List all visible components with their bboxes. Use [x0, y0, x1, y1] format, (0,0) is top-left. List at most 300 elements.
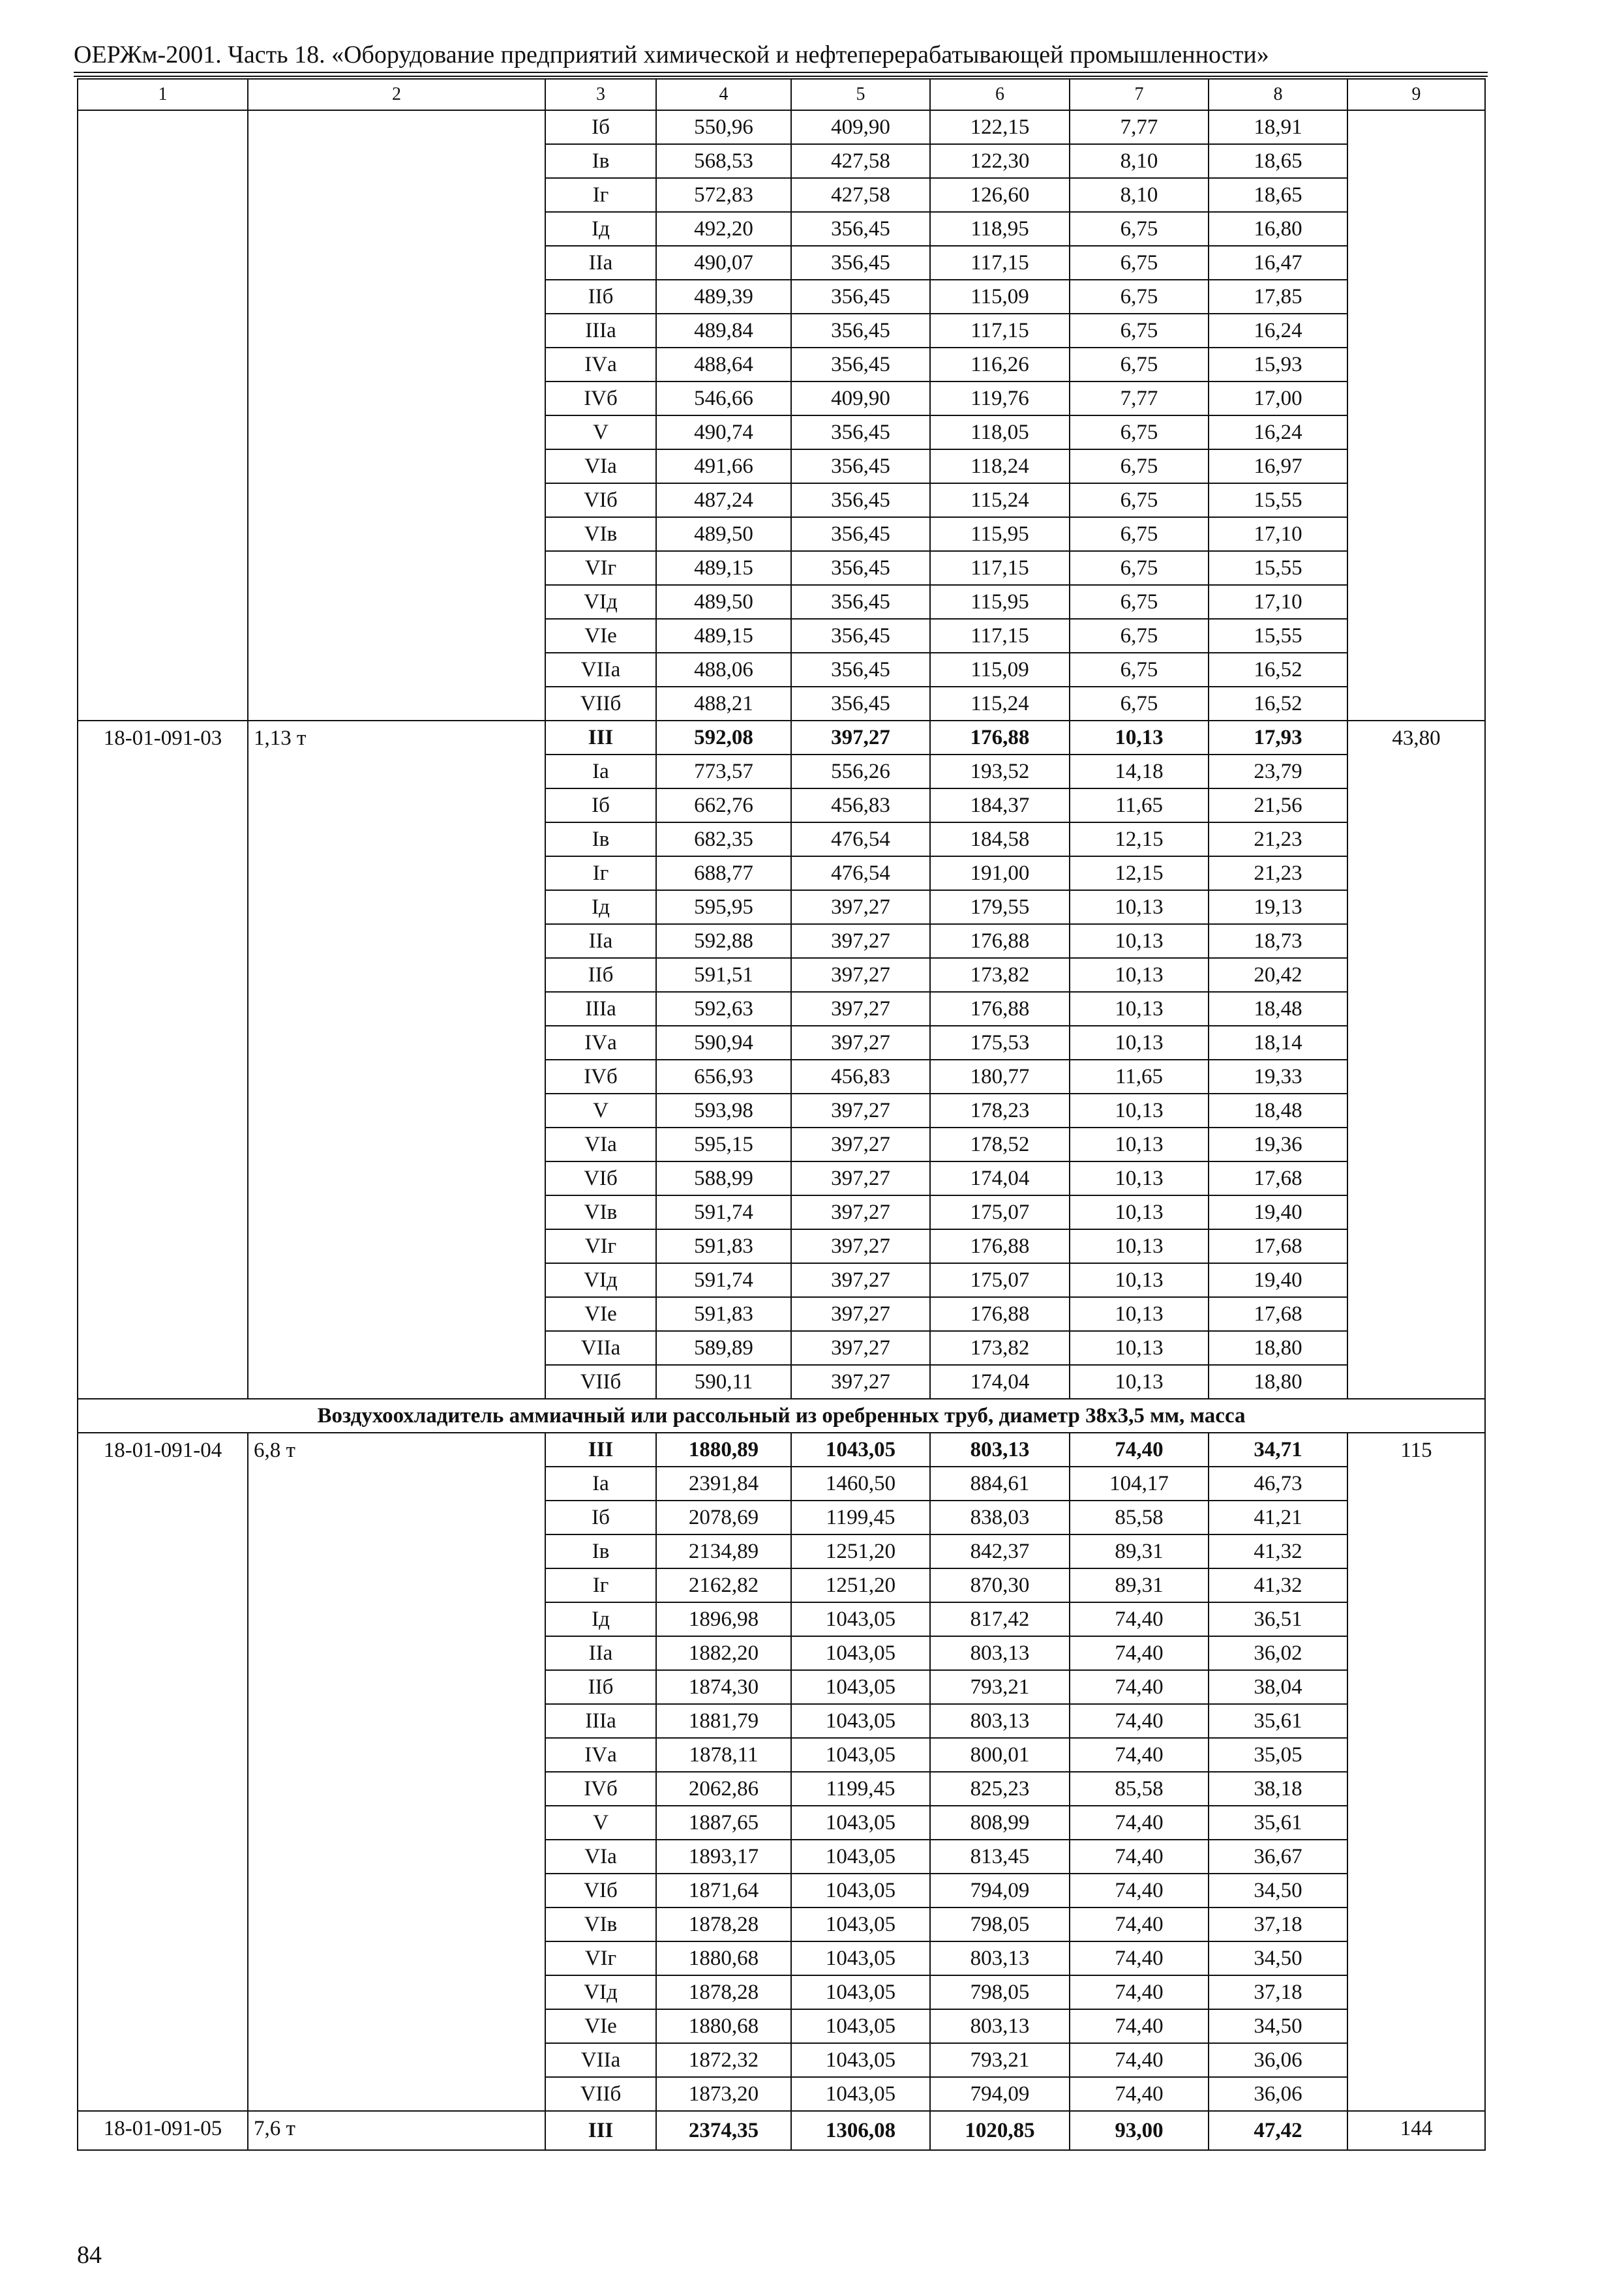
- zone-cell: Iд: [545, 1602, 656, 1636]
- value-cell: 18,73: [1209, 924, 1347, 958]
- value-cell: 36,06: [1209, 2043, 1347, 2077]
- value-cell: 6,75: [1070, 585, 1209, 619]
- value-cell: 556,26: [791, 755, 930, 788]
- section-heading: Воздухоохладитель аммиачный или рассольный из оребренных труб, диаметр 38х3,5 мм, масса: [78, 1399, 1485, 1433]
- value-cell: 6,75: [1070, 517, 1209, 551]
- value-cell: 38,18: [1209, 1772, 1347, 1806]
- value-cell: 16,24: [1209, 415, 1347, 449]
- value-cell: 12,15: [1070, 822, 1209, 856]
- column-number-cell: 4: [656, 79, 791, 110]
- zone-cell: IVа: [545, 1738, 656, 1772]
- value-cell: 74,40: [1070, 1704, 1209, 1738]
- zone-cell: VIб: [545, 1161, 656, 1195]
- value-cell: 85,58: [1070, 1501, 1209, 1534]
- zone-cell: VIг: [545, 1229, 656, 1263]
- value-cell: 1043,05: [791, 1908, 930, 1941]
- value-cell: 488,21: [656, 687, 791, 721]
- value-cell: 46,73: [1209, 1467, 1347, 1501]
- zone-cell: Iа: [545, 1467, 656, 1501]
- price-table: [77, 78, 1486, 2151]
- zone-cell: Iд: [545, 212, 656, 246]
- value-cell: 118,95: [930, 212, 1070, 246]
- value-cell: 115,95: [930, 517, 1070, 551]
- zone-cell: IVа: [545, 1026, 656, 1060]
- zone-cell: VIе: [545, 2009, 656, 2043]
- value-cell: 34,50: [1209, 2009, 1347, 2043]
- value-cell: 34,71: [1209, 1433, 1347, 1467]
- zone-cell: Iг: [545, 1568, 656, 1602]
- rate-code-cell: 18-01-091-03: [78, 721, 248, 1399]
- zone-cell: IIIа: [545, 1704, 656, 1738]
- value-cell: 356,45: [791, 246, 930, 280]
- value-cell: 115,24: [930, 687, 1070, 721]
- zone-cell: V: [545, 415, 656, 449]
- zone-cell: IIIа: [545, 992, 656, 1026]
- value-cell: 89,31: [1070, 1534, 1209, 1568]
- table-row: [78, 110, 1485, 144]
- value-cell: 1872,32: [656, 2043, 791, 2077]
- value-cell: 884,61: [930, 1467, 1070, 1501]
- total-cell: 144: [1347, 2111, 1485, 2150]
- column-number-row: [78, 79, 1485, 110]
- total-cell: 43,80: [1347, 721, 1485, 1399]
- zone-cell: Iб: [545, 110, 656, 144]
- value-cell: 1020,85: [930, 2111, 1070, 2150]
- value-cell: 126,60: [930, 178, 1070, 212]
- value-cell: 773,57: [656, 755, 791, 788]
- value-cell: 6,75: [1070, 483, 1209, 517]
- value-cell: 6,75: [1070, 687, 1209, 721]
- value-cell: 18,91: [1209, 110, 1347, 144]
- value-cell: 47,42: [1209, 2111, 1347, 2150]
- zone-cell: VIг: [545, 1941, 656, 1975]
- value-cell: 184,58: [930, 822, 1070, 856]
- value-cell: 180,77: [930, 1060, 1070, 1094]
- zone-cell: VIв: [545, 1908, 656, 1941]
- value-cell: 193,52: [930, 755, 1070, 788]
- value-cell: 178,52: [930, 1128, 1070, 1161]
- value-cell: 456,83: [791, 1060, 930, 1094]
- value-cell: 397,27: [791, 1365, 930, 1399]
- rate-code-cell: [78, 110, 248, 721]
- value-cell: 17,93: [1209, 721, 1347, 755]
- value-cell: 1880,68: [656, 1941, 791, 1975]
- value-cell: 492,20: [656, 212, 791, 246]
- value-cell: 397,27: [791, 1229, 930, 1263]
- value-cell: 10,13: [1070, 992, 1209, 1026]
- value-cell: 93,00: [1070, 2111, 1209, 2150]
- zone-cell: III: [545, 721, 656, 755]
- value-cell: 179,55: [930, 890, 1070, 924]
- value-cell: 6,75: [1070, 314, 1209, 348]
- column-number-cell: 9: [1347, 79, 1485, 110]
- zone-cell: VIа: [545, 1840, 656, 1874]
- value-cell: 591,74: [656, 1195, 791, 1229]
- column-number-cell: 6: [930, 79, 1070, 110]
- zone-cell: VIб: [545, 483, 656, 517]
- zone-cell: Iб: [545, 788, 656, 822]
- zone-cell: VIв: [545, 517, 656, 551]
- value-cell: 489,39: [656, 280, 791, 314]
- value-cell: 808,99: [930, 1806, 1070, 1840]
- value-cell: 1043,05: [791, 1636, 930, 1670]
- value-cell: 6,75: [1070, 280, 1209, 314]
- mass-cell: [248, 110, 545, 721]
- rate-code-cell: 18-01-091-04: [78, 1433, 248, 2111]
- value-cell: 10,13: [1070, 1026, 1209, 1060]
- value-cell: 1878,28: [656, 1975, 791, 2009]
- value-cell: 17,85: [1209, 280, 1347, 314]
- value-cell: 34,50: [1209, 1941, 1347, 1975]
- value-cell: 793,21: [930, 1670, 1070, 1704]
- value-cell: 35,61: [1209, 1704, 1347, 1738]
- zone-cell: IIа: [545, 924, 656, 958]
- value-cell: 89,31: [1070, 1568, 1209, 1602]
- value-cell: 15,55: [1209, 551, 1347, 585]
- value-cell: 6,75: [1070, 212, 1209, 246]
- value-cell: 74,40: [1070, 2043, 1209, 2077]
- value-cell: 803,13: [930, 1636, 1070, 1670]
- value-cell: 21,56: [1209, 788, 1347, 822]
- value-cell: 117,15: [930, 551, 1070, 585]
- value-cell: 682,35: [656, 822, 791, 856]
- value-cell: 595,95: [656, 890, 791, 924]
- value-cell: 174,04: [930, 1161, 1070, 1195]
- zone-cell: IVб: [545, 1772, 656, 1806]
- value-cell: 476,54: [791, 822, 930, 856]
- value-cell: 36,67: [1209, 1840, 1347, 1874]
- value-cell: 1880,68: [656, 2009, 791, 2043]
- value-cell: 18,80: [1209, 1331, 1347, 1365]
- value-cell: 6,75: [1070, 449, 1209, 483]
- value-cell: 397,27: [791, 890, 930, 924]
- value-cell: 74,40: [1070, 1636, 1209, 1670]
- value-cell: 1043,05: [791, 1840, 930, 1874]
- value-cell: 1043,05: [791, 1433, 930, 1467]
- value-cell: 397,27: [791, 958, 930, 992]
- value-cell: 397,27: [791, 924, 930, 958]
- zone-cell: Iв: [545, 1534, 656, 1568]
- value-cell: 35,05: [1209, 1738, 1347, 1772]
- value-cell: 74,40: [1070, 1975, 1209, 2009]
- value-cell: 10,13: [1070, 890, 1209, 924]
- value-cell: 838,03: [930, 1501, 1070, 1534]
- value-cell: 1893,17: [656, 1840, 791, 1874]
- value-cell: 688,77: [656, 856, 791, 890]
- value-cell: 1043,05: [791, 1704, 930, 1738]
- value-cell: 813,45: [930, 1840, 1070, 1874]
- mass-cell: 6,8 т: [248, 1433, 545, 2111]
- value-cell: 10,13: [1070, 924, 1209, 958]
- value-cell: 10,13: [1070, 1094, 1209, 1128]
- value-cell: 589,89: [656, 1331, 791, 1365]
- value-cell: 1878,28: [656, 1908, 791, 1941]
- value-cell: 21,23: [1209, 856, 1347, 890]
- value-cell: 2134,89: [656, 1534, 791, 1568]
- zone-cell: VIд: [545, 1975, 656, 2009]
- value-cell: 1896,98: [656, 1602, 791, 1636]
- value-cell: 23,79: [1209, 755, 1347, 788]
- value-cell: 191,00: [930, 856, 1070, 890]
- value-cell: 74,40: [1070, 1874, 1209, 1908]
- value-cell: 817,42: [930, 1602, 1070, 1636]
- value-cell: 19,13: [1209, 890, 1347, 924]
- zone-cell: IIа: [545, 246, 656, 280]
- value-cell: 19,36: [1209, 1128, 1347, 1161]
- value-cell: 10,13: [1070, 958, 1209, 992]
- value-cell: 488,64: [656, 348, 791, 382]
- header-double-rule: [74, 72, 1488, 77]
- value-cell: 356,45: [791, 314, 930, 348]
- value-cell: 118,24: [930, 449, 1070, 483]
- value-cell: 18,65: [1209, 144, 1347, 178]
- zone-cell: VIIа: [545, 1331, 656, 1365]
- value-cell: 427,58: [791, 144, 930, 178]
- zone-cell: Iд: [545, 890, 656, 924]
- value-cell: 119,76: [930, 382, 1070, 415]
- value-cell: 14,18: [1070, 755, 1209, 788]
- value-cell: 178,23: [930, 1094, 1070, 1128]
- zone-cell: V: [545, 1094, 656, 1128]
- column-number-cell: 8: [1209, 79, 1347, 110]
- value-cell: 21,23: [1209, 822, 1347, 856]
- zone-cell: Iб: [545, 1501, 656, 1534]
- value-cell: 798,05: [930, 1908, 1070, 1941]
- value-cell: 588,99: [656, 1161, 791, 1195]
- rate-code-cell: 18-01-091-05: [78, 2111, 248, 2150]
- zone-cell: IVа: [545, 348, 656, 382]
- value-cell: 41,32: [1209, 1534, 1347, 1568]
- column-number-cell: 3: [545, 79, 656, 110]
- value-cell: 41,32: [1209, 1568, 1347, 1602]
- value-cell: 800,01: [930, 1738, 1070, 1772]
- value-cell: 17,68: [1209, 1297, 1347, 1331]
- zone-cell: VIIа: [545, 653, 656, 687]
- value-cell: 34,50: [1209, 1874, 1347, 1908]
- value-cell: 74,40: [1070, 1602, 1209, 1636]
- value-cell: 176,88: [930, 924, 1070, 958]
- zone-cell: VIIб: [545, 1365, 656, 1399]
- value-cell: 74,40: [1070, 1670, 1209, 1704]
- value-cell: 10,13: [1070, 721, 1209, 755]
- column-number-cell: 1: [78, 79, 248, 110]
- value-cell: 37,18: [1209, 1975, 1347, 2009]
- value-cell: 74,40: [1070, 1840, 1209, 1874]
- value-cell: 37,18: [1209, 1908, 1347, 1941]
- value-cell: 15,93: [1209, 348, 1347, 382]
- value-cell: 18,48: [1209, 1094, 1347, 1128]
- value-cell: 356,45: [791, 585, 930, 619]
- value-cell: 175,07: [930, 1195, 1070, 1229]
- value-cell: 176,88: [930, 721, 1070, 755]
- value-cell: 2078,69: [656, 1501, 791, 1534]
- value-cell: 175,07: [930, 1263, 1070, 1297]
- zone-cell: VIа: [545, 1128, 656, 1161]
- value-cell: 11,65: [1070, 1060, 1209, 1094]
- value-cell: 19,40: [1209, 1195, 1347, 1229]
- value-cell: 104,17: [1070, 1467, 1209, 1501]
- value-cell: 590,11: [656, 1365, 791, 1399]
- value-cell: 489,15: [656, 619, 791, 653]
- value-cell: 184,37: [930, 788, 1070, 822]
- value-cell: 476,54: [791, 856, 930, 890]
- value-cell: 550,96: [656, 110, 791, 144]
- value-cell: 662,76: [656, 788, 791, 822]
- value-cell: 2062,86: [656, 1772, 791, 1806]
- zone-cell: III: [545, 1433, 656, 1467]
- value-cell: 1043,05: [791, 1941, 930, 1975]
- value-cell: 794,09: [930, 1874, 1070, 1908]
- zone-cell: III: [545, 2111, 656, 2150]
- table-row: [78, 1433, 1485, 1467]
- zone-cell: IIа: [545, 1636, 656, 1670]
- value-cell: 18,80: [1209, 1365, 1347, 1399]
- value-cell: 17,00: [1209, 382, 1347, 415]
- value-cell: 19,33: [1209, 1060, 1347, 1094]
- zone-cell: VIг: [545, 551, 656, 585]
- table-row: [78, 721, 1485, 755]
- value-cell: 1043,05: [791, 1670, 930, 1704]
- value-cell: 36,06: [1209, 2077, 1347, 2111]
- zone-cell: IIб: [545, 1670, 656, 1704]
- value-cell: 1887,65: [656, 1806, 791, 1840]
- value-cell: 1043,05: [791, 1975, 930, 2009]
- value-cell: 117,15: [930, 246, 1070, 280]
- value-cell: 803,13: [930, 2009, 1070, 2043]
- value-cell: 6,75: [1070, 653, 1209, 687]
- zone-cell: VIд: [545, 1263, 656, 1297]
- value-cell: 793,21: [930, 2043, 1070, 2077]
- value-cell: 1871,64: [656, 1874, 791, 1908]
- value-cell: 16,52: [1209, 653, 1347, 687]
- value-cell: 12,15: [1070, 856, 1209, 890]
- value-cell: 17,10: [1209, 517, 1347, 551]
- value-cell: 6,75: [1070, 246, 1209, 280]
- value-cell: 397,27: [791, 1331, 930, 1365]
- value-cell: 74,40: [1070, 2077, 1209, 2111]
- value-cell: 487,24: [656, 483, 791, 517]
- zone-cell: IIIа: [545, 314, 656, 348]
- value-cell: 176,88: [930, 1229, 1070, 1263]
- value-cell: 10,13: [1070, 1365, 1209, 1399]
- value-cell: 74,40: [1070, 1908, 1209, 1941]
- value-cell: 798,05: [930, 1975, 1070, 2009]
- value-cell: 842,37: [930, 1534, 1070, 1568]
- value-cell: 17,10: [1209, 585, 1347, 619]
- value-cell: 356,45: [791, 415, 930, 449]
- value-cell: 1306,08: [791, 2111, 930, 2150]
- value-cell: 20,42: [1209, 958, 1347, 992]
- value-cell: 593,98: [656, 1094, 791, 1128]
- value-cell: 2374,35: [656, 2111, 791, 2150]
- value-cell: 397,27: [791, 1128, 930, 1161]
- zone-cell: Iа: [545, 755, 656, 788]
- column-number-cell: 5: [791, 79, 930, 110]
- value-cell: 10,13: [1070, 1263, 1209, 1297]
- value-cell: 122,30: [930, 144, 1070, 178]
- value-cell: 356,45: [791, 687, 930, 721]
- value-cell: 173,82: [930, 1331, 1070, 1365]
- zone-cell: Iв: [545, 144, 656, 178]
- value-cell: 356,45: [791, 551, 930, 585]
- value-cell: 397,27: [791, 1026, 930, 1060]
- value-cell: 18,48: [1209, 992, 1347, 1026]
- value-cell: 10,13: [1070, 1161, 1209, 1195]
- zone-cell: Iг: [545, 178, 656, 212]
- zone-cell: Iг: [545, 856, 656, 890]
- value-cell: 74,40: [1070, 2009, 1209, 2043]
- value-cell: 17,68: [1209, 1229, 1347, 1263]
- value-cell: 592,63: [656, 992, 791, 1026]
- value-cell: 15,55: [1209, 619, 1347, 653]
- value-cell: 175,53: [930, 1026, 1070, 1060]
- value-cell: 36,02: [1209, 1636, 1347, 1670]
- table-body: [78, 79, 1485, 2150]
- value-cell: 15,55: [1209, 483, 1347, 517]
- section-heading-row: [78, 1399, 1485, 1433]
- value-cell: 356,45: [791, 280, 930, 314]
- value-cell: 118,05: [930, 415, 1070, 449]
- zone-cell: IIб: [545, 280, 656, 314]
- value-cell: 2162,82: [656, 1568, 791, 1602]
- value-cell: 41,21: [1209, 1501, 1347, 1534]
- value-cell: 1043,05: [791, 1738, 930, 1772]
- value-cell: 595,15: [656, 1128, 791, 1161]
- value-cell: 803,13: [930, 1433, 1070, 1467]
- value-cell: 1043,05: [791, 2043, 930, 2077]
- value-cell: 116,26: [930, 348, 1070, 382]
- zone-cell: Iв: [545, 822, 656, 856]
- value-cell: 10,13: [1070, 1297, 1209, 1331]
- value-cell: 491,66: [656, 449, 791, 483]
- value-cell: 115,95: [930, 585, 1070, 619]
- zone-cell: VIе: [545, 619, 656, 653]
- value-cell: 489,15: [656, 551, 791, 585]
- value-cell: 456,83: [791, 788, 930, 822]
- value-cell: 490,07: [656, 246, 791, 280]
- value-cell: 356,45: [791, 619, 930, 653]
- value-cell: 591,83: [656, 1297, 791, 1331]
- value-cell: 803,13: [930, 1704, 1070, 1738]
- value-cell: 6,75: [1070, 551, 1209, 585]
- value-cell: 568,53: [656, 144, 791, 178]
- value-cell: 397,27: [791, 1094, 930, 1128]
- value-cell: 591,51: [656, 958, 791, 992]
- value-cell: 122,15: [930, 110, 1070, 144]
- value-cell: 409,90: [791, 382, 930, 415]
- value-cell: 427,58: [791, 178, 930, 212]
- value-cell: 592,88: [656, 924, 791, 958]
- value-cell: 803,13: [930, 1941, 1070, 1975]
- value-cell: 7,77: [1070, 382, 1209, 415]
- value-cell: 74,40: [1070, 1941, 1209, 1975]
- value-cell: 356,45: [791, 483, 930, 517]
- value-cell: 176,88: [930, 1297, 1070, 1331]
- value-cell: 174,04: [930, 1365, 1070, 1399]
- value-cell: 825,23: [930, 1772, 1070, 1806]
- value-cell: 1043,05: [791, 2009, 930, 2043]
- zone-cell: VIв: [545, 1195, 656, 1229]
- column-number-cell: 7: [1070, 79, 1209, 110]
- value-cell: 117,15: [930, 619, 1070, 653]
- value-cell: 74,40: [1070, 1738, 1209, 1772]
- value-cell: 1881,79: [656, 1704, 791, 1738]
- value-cell: 35,61: [1209, 1806, 1347, 1840]
- zone-cell: IIб: [545, 958, 656, 992]
- value-cell: 356,45: [791, 653, 930, 687]
- value-cell: 488,06: [656, 653, 791, 687]
- value-cell: 176,88: [930, 992, 1070, 1026]
